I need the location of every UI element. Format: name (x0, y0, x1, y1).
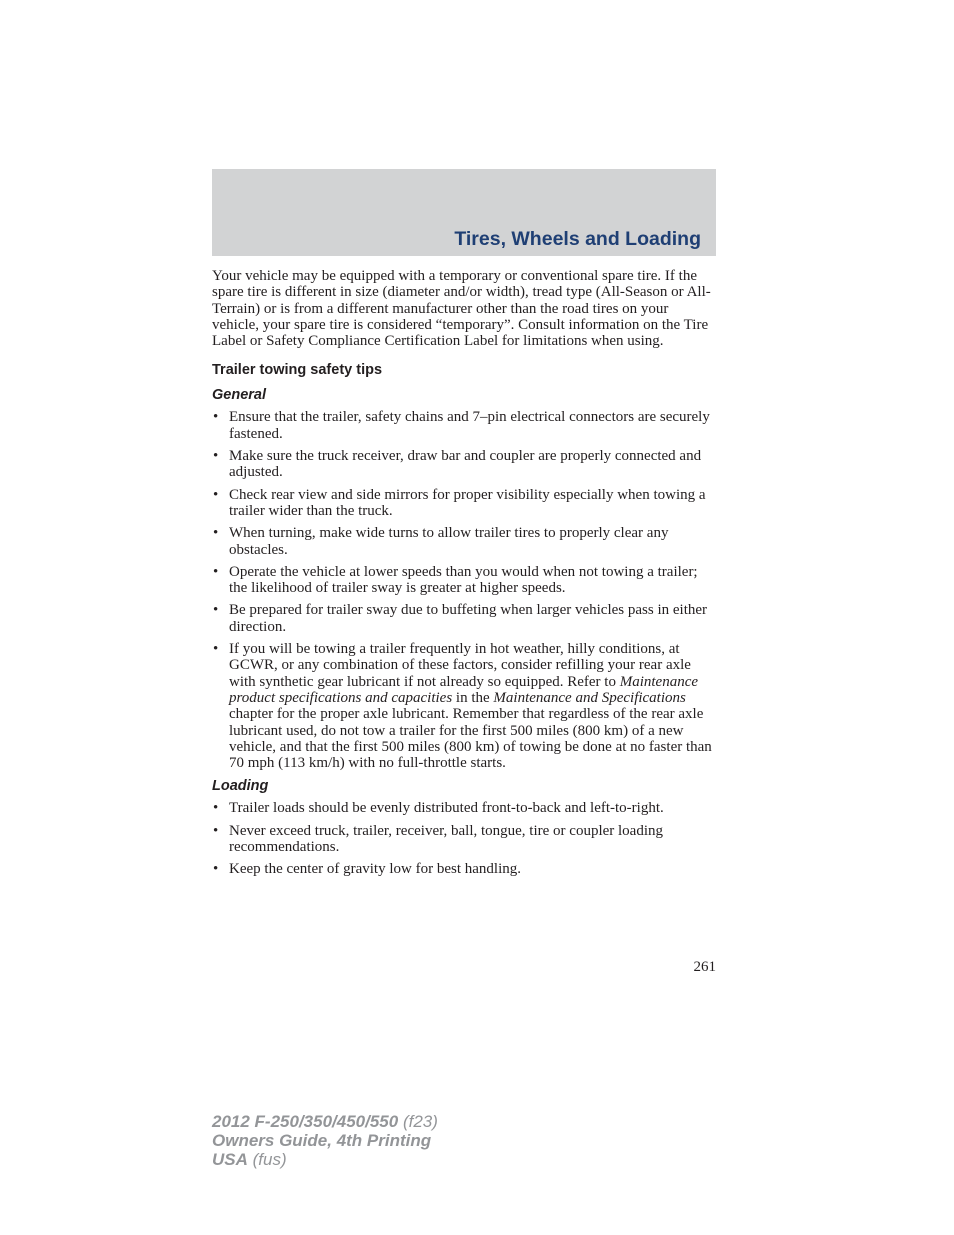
list-item: • Keep the center of gravity low for best handling. (213, 861, 521, 878)
bullet-icon: • (213, 861, 219, 878)
loading-bullet-list (212, 800, 716, 877)
list-item: • Operate the vehicle at lower speeds than you would when not towing a trailer; the likelihood of trailer sway is greater at higher speeds. (213, 563, 698, 597)
bullet-icon: • (213, 563, 219, 580)
general-bullet-list (212, 409, 716, 771)
section-heading: Trailer towing safety tips (212, 362, 383, 379)
list-item: • If you will be towing a trailer frequently in hot weather, hilly conditions, at GCWR, or any combination of these factors, consider refilling your rear axle with synthetic gear lubricant if not already so equipped. Refer to Maintenance product specifications and capacities in the Maintenance and Specifications chapter for the proper axle lubricant. Remember that regardless of the rear axle lubricant used, do not tow a trailer for the first 500 miles (800 km) of a new vehicle, and that the first 500 miles (800 km) of towing be done at no faster than 70 mph (113 km/h) with no full-throttle starts. (213, 641, 712, 772)
list-item: • When turning, make wide turns to allow trailer tires to properly clear any obstacles. (213, 525, 669, 558)
footer-line-market: USA (fus) (212, 1150, 287, 1169)
bullet-icon: • (213, 822, 219, 839)
document-footer (212, 1112, 438, 1169)
bullet-icon: • (213, 448, 219, 465)
intro-paragraph: Your vehicle may be equipped with a temporary or conventional spare tire. If the spare tire is different in size (diameter and/or width), tread type (All-Season or All-Terrain) or is from a different manufacturer other than the road tires on your vehicle, your spare tire is considered “temporary”. Consult information on the Tire Label or Safety Compliance Certification Label for limitations when using. (212, 268, 711, 350)
loading-heading: Loading (212, 778, 269, 795)
list-item: • Be prepared for trailer sway due to buffeting when larger vehicles pass in either direction. (213, 602, 708, 635)
list-item: • Check rear view and side mirrors for proper visibility especially when towing a trailer wider than the truck. (213, 486, 706, 519)
page-number: 261 (693, 959, 716, 975)
footer-line-edition: Owners Guide, 4th Printing (212, 1131, 432, 1150)
chapter-header-band (212, 169, 716, 256)
bullet-icon: • (213, 641, 219, 658)
list-item: • Never exceed truck, trailer, receiver, ball, tongue, tire or coupler loading recommendations. (213, 822, 664, 856)
bullet-icon: • (213, 602, 219, 619)
bullet-icon: • (213, 409, 219, 426)
bullet-icon: • (213, 486, 219, 503)
list-item: • Make sure the truck receiver, draw bar and coupler are properly connected and adjusted. (213, 448, 702, 481)
bullet-icon: • (213, 800, 219, 817)
footer-line-model: 2012 F-250/350/450/550 (f23) (212, 1112, 438, 1131)
page-content (212, 268, 716, 884)
cross-reference: Maintenance and Specifications (493, 689, 686, 706)
bullet-icon: • (213, 525, 219, 542)
chapter-title: Tires, Wheels and Loading (454, 228, 701, 250)
list-item: • Ensure that the trailer, safety chains and 7–pin electrical connectors are securely fastened. (213, 409, 710, 442)
cross-reference: Maintenance product specifications and capacities (229, 673, 699, 706)
general-heading: General (212, 387, 266, 404)
list-item: • Trailer loads should be evenly distributed front-to-back and left-to-right. (213, 800, 664, 817)
